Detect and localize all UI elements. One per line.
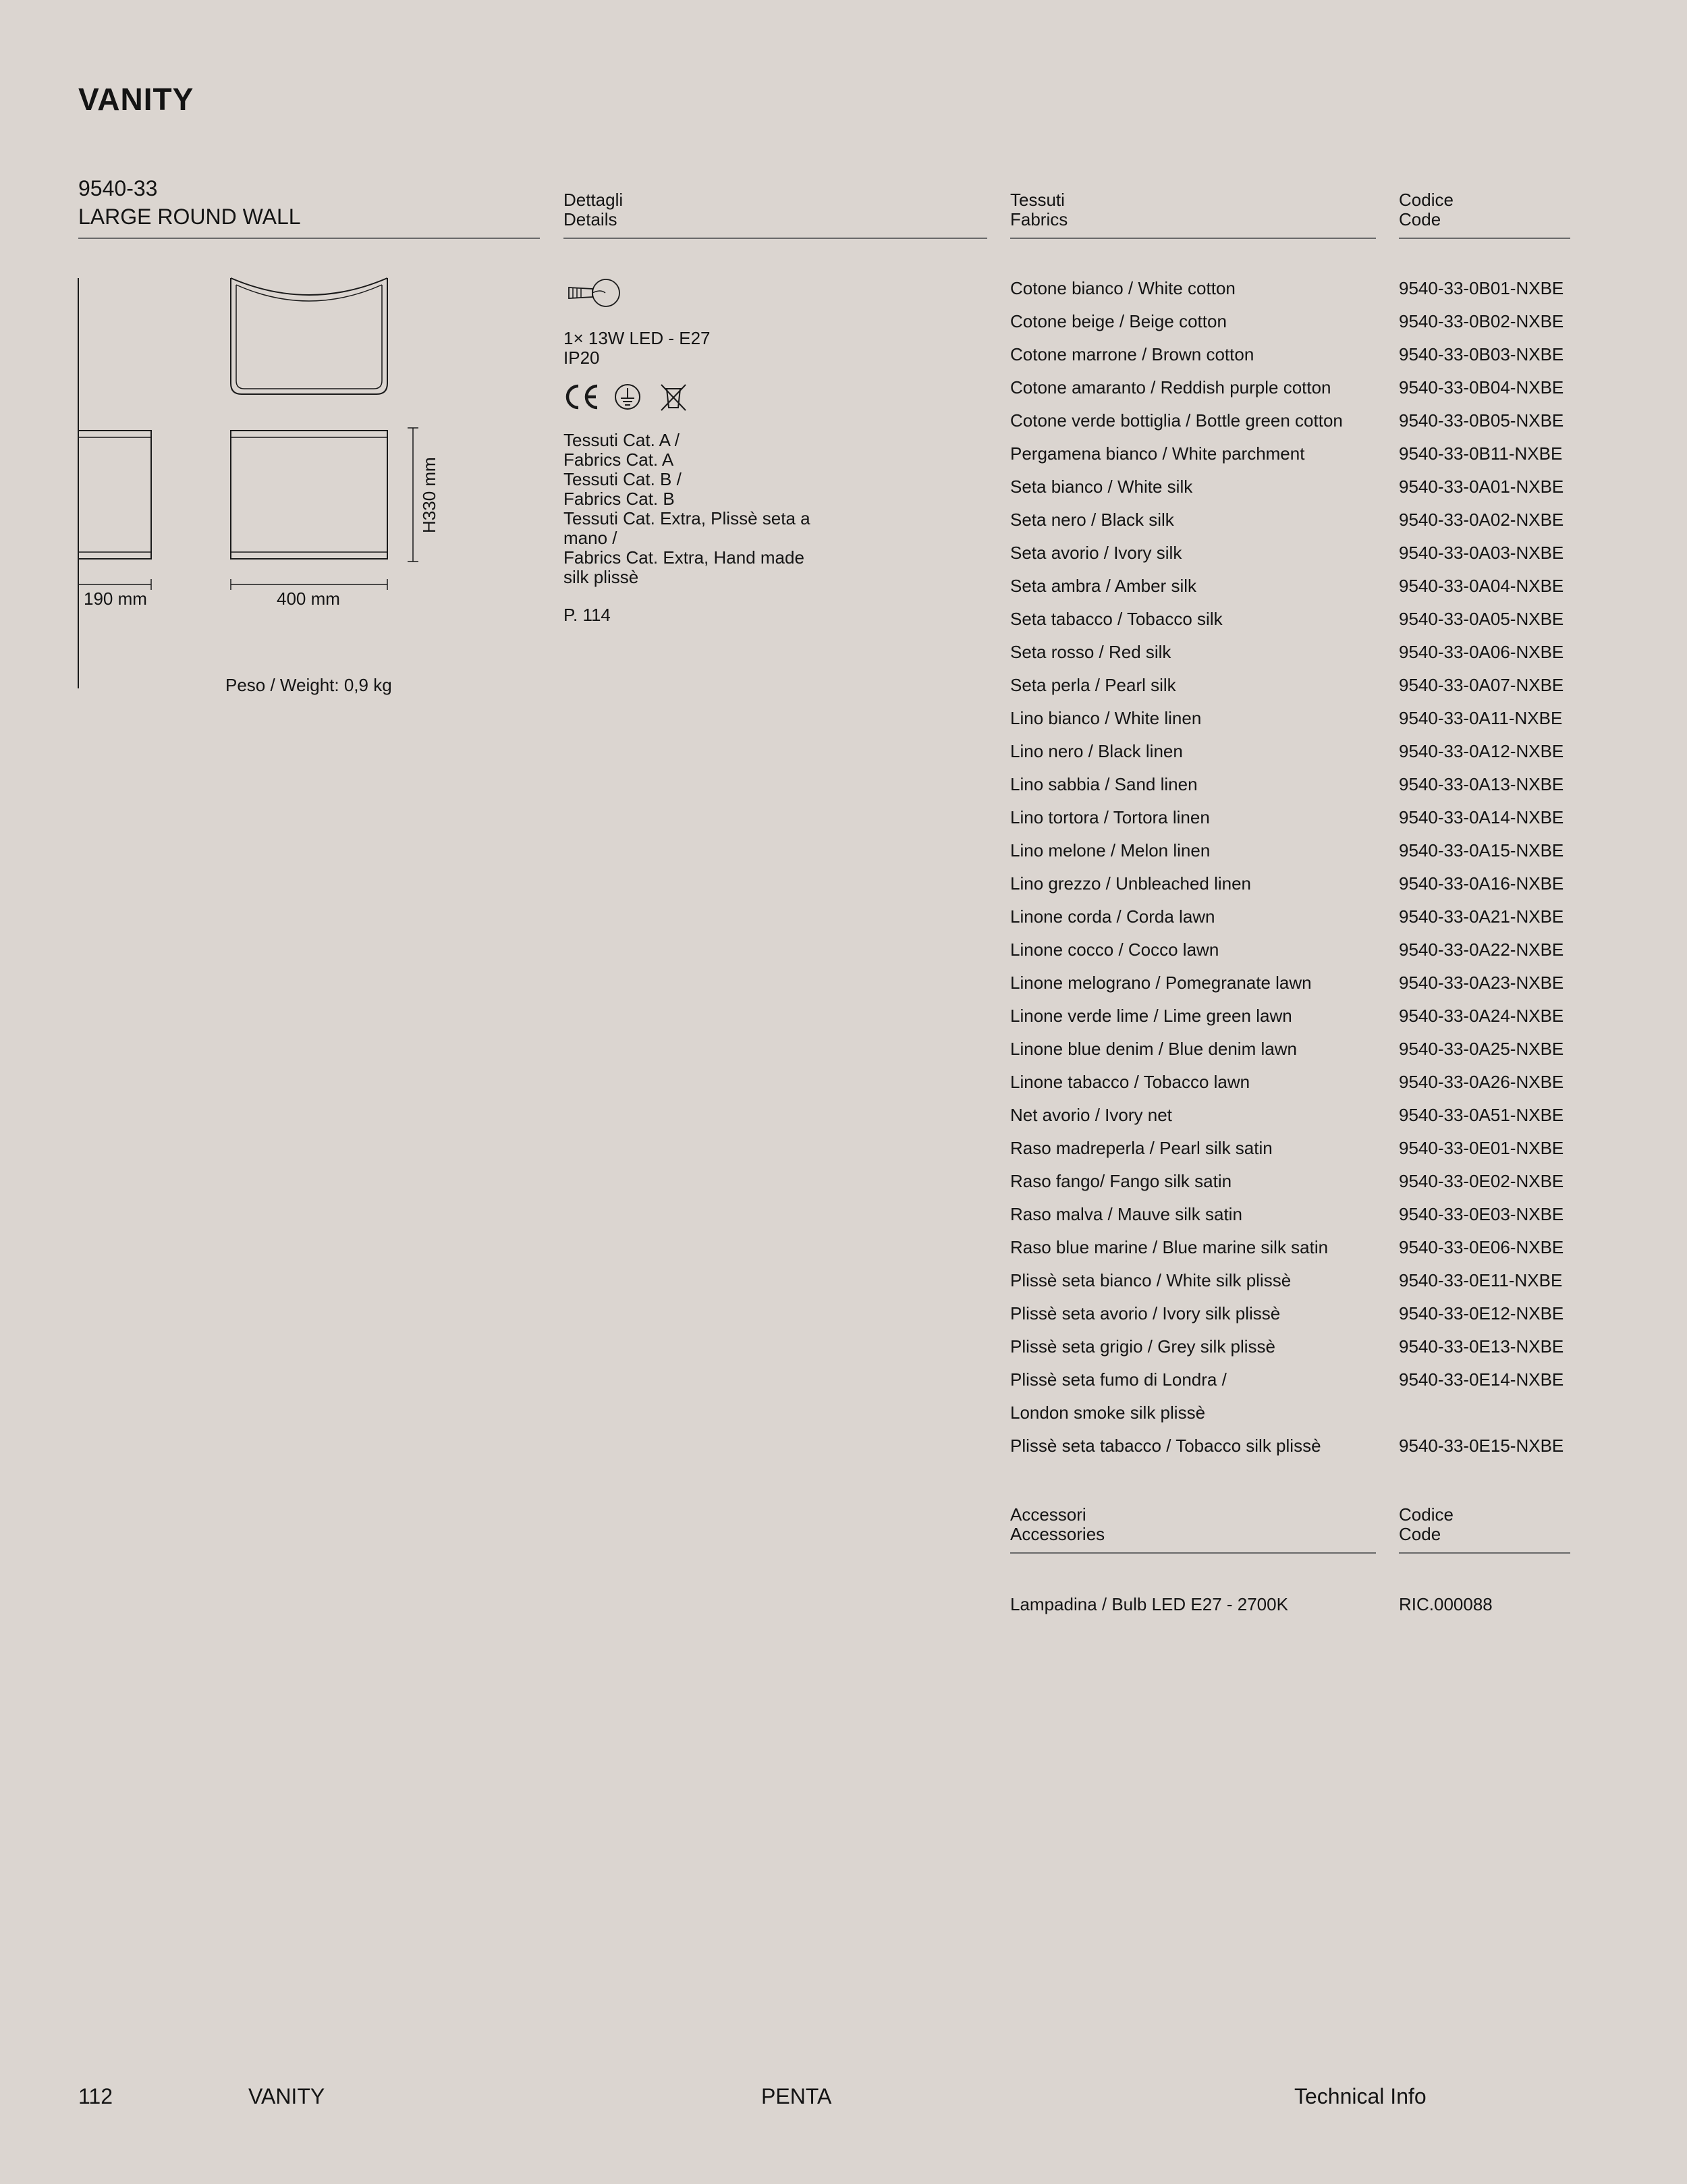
details-rule xyxy=(563,238,987,239)
fabric-name: Cotone amaranto / Reddish purple cotton xyxy=(1010,377,1331,398)
fabric-code: 9540-33-0A12-NXBE xyxy=(1399,741,1564,761)
accessory-name: Lampadina / Bulb LED E27 - 2700K xyxy=(1010,1594,1288,1614)
fabric-code: 9540-33-0B05-NXBE xyxy=(1399,410,1564,431)
fabric-name: Raso madreperla / Pearl silk satin xyxy=(1010,1138,1273,1158)
fabric-code: 9540-33-0A07-NXBE xyxy=(1399,675,1564,695)
fabric-code: 9540-33-0E02-NXBE xyxy=(1399,1171,1564,1191)
fabric-cat-line: Tessuti Cat. A / xyxy=(563,430,680,450)
fabric-code: 9540-33-0B02-NXBE xyxy=(1399,311,1564,331)
accessory-code: RIC.000088 xyxy=(1399,1594,1493,1614)
fabric-code: 9540-33-0E13-NXBE xyxy=(1399,1336,1564,1357)
fabric-cat-line: Tessuti Cat. Extra, Plissè seta a xyxy=(563,508,810,528)
fabric-code: 9540-33-0A03-NXBE xyxy=(1399,543,1564,563)
accessories-rule xyxy=(1010,1552,1376,1554)
bulb-icon xyxy=(563,277,621,310)
weee-bin-icon xyxy=(659,381,688,413)
fabric-name: Linone verde lime / Lime green lawn xyxy=(1010,1006,1292,1026)
details-header-en: Details xyxy=(563,209,617,229)
fabric-cat-line: mano / xyxy=(563,528,617,548)
product-rule xyxy=(78,238,540,239)
earth-ground-icon xyxy=(613,382,642,412)
fabric-name: London smoke silk plissè xyxy=(1010,1402,1206,1423)
fabric-code: 9540-33-0A14-NXBE xyxy=(1399,807,1564,827)
fabric-name: Cotone marrone / Brown cotton xyxy=(1010,344,1254,364)
fabric-name: Plissè seta grigio / Grey silk plissè xyxy=(1010,1336,1276,1357)
fabric-categories xyxy=(563,431,810,587)
fabric-code: 9540-33-0E14-NXBE xyxy=(1399,1369,1564,1390)
fabric-name: Linone blue denim / Blue denim lawn xyxy=(1010,1039,1297,1059)
fabric-code: 9540-33-0E06-NXBE xyxy=(1399,1237,1564,1257)
fabrics-rule xyxy=(1010,238,1376,239)
footer-collection: VANITY xyxy=(248,2084,325,2108)
ce-mark-icon xyxy=(563,382,601,412)
fabric-code: 9540-33-0A04-NXBE xyxy=(1399,576,1564,596)
fabric-name: Plissè seta fumo di Londra / xyxy=(1010,1369,1227,1390)
weight-label: Peso / Weight: 0,9 kg xyxy=(225,675,392,695)
fabric-name: Raso malva / Mauve silk satin xyxy=(1010,1204,1242,1224)
fabric-name: Plissè seta tabacco / Tobacco silk plissè xyxy=(1010,1436,1321,1456)
fabric-name: Linone cocco / Cocco lawn xyxy=(1010,939,1219,960)
fabric-code: 9540-33-0A24-NXBE xyxy=(1399,1006,1564,1026)
fabric-name: Cotone beige / Beige cotton xyxy=(1010,311,1227,331)
fabric-code: 9540-33-0E03-NXBE xyxy=(1399,1204,1564,1224)
fabric-name: Seta perla / Pearl silk xyxy=(1010,675,1176,695)
fabric-name: Lino grezzo / Unbleached linen xyxy=(1010,873,1252,894)
dim-width-right: 400 mm xyxy=(277,589,340,609)
fabric-name: Lino bianco / White linen xyxy=(1010,708,1202,728)
fabric-name: Lino melone / Melon linen xyxy=(1010,840,1211,861)
fabric-cat-line: silk plissè xyxy=(563,567,639,587)
details-header-it: Dettagli xyxy=(563,190,624,210)
fabric-code: 9540-33-0A13-NXBE xyxy=(1399,774,1564,794)
technical-drawing xyxy=(67,270,459,702)
fabric-cat-line: Fabrics Cat. A xyxy=(563,449,674,470)
accessories-header-en: Accessories xyxy=(1010,1524,1105,1544)
fabric-code: 9540-33-0B03-NXBE xyxy=(1399,344,1564,364)
fabric-cat-line: Fabrics Cat. B xyxy=(563,489,675,509)
code-header xyxy=(1399,190,1454,229)
acc-code-header-it: Codice xyxy=(1399,1504,1454,1525)
fabric-name: Raso fango/ Fango silk satin xyxy=(1010,1171,1232,1191)
fabric-code: 9540-33-0A16-NXBE xyxy=(1399,873,1564,894)
fabric-name: Seta tabacco / Tobacco silk xyxy=(1010,609,1223,629)
fabric-code: 9540-33-0A01-NXBE xyxy=(1399,476,1564,497)
fabric-cat-line: Tessuti Cat. B / xyxy=(563,469,682,489)
acc-code-header xyxy=(1399,1505,1454,1544)
dim-width-left: 190 mm xyxy=(84,589,147,609)
fabric-name: Cotone bianco / White cotton xyxy=(1010,278,1236,298)
fabric-name: Lino nero / Black linen xyxy=(1010,741,1183,761)
fabrics-header-it: Tessuti xyxy=(1010,190,1065,210)
footer-brand: PENTA xyxy=(761,2084,832,2108)
fabric-name: Linone tabacco / Tobacco lawn xyxy=(1010,1072,1250,1092)
fabric-name: Plissè seta bianco / White silk plissè xyxy=(1010,1270,1292,1290)
acc-code-rule xyxy=(1399,1552,1570,1554)
footer-section: Technical Info xyxy=(1294,2084,1427,2108)
product-code: 9540-33 xyxy=(78,176,158,200)
fabric-code: 9540-33-0A22-NXBE xyxy=(1399,939,1564,960)
fabric-code: 9540-33-0A51-NXBE xyxy=(1399,1105,1564,1125)
fabric-code: 9540-33-0A21-NXBE xyxy=(1399,906,1564,927)
acc-code-header-en: Code xyxy=(1399,1524,1441,1544)
fabric-code: 9540-33-0E15-NXBE xyxy=(1399,1436,1564,1456)
brand-title: VANITY xyxy=(78,82,194,117)
fabric-code: 9540-33-0A11-NXBE xyxy=(1399,708,1563,728)
fabric-name: Seta ambra / Amber silk xyxy=(1010,576,1196,596)
fabric-name: Plissè seta avorio / Ivory silk plissè xyxy=(1010,1303,1281,1323)
fabric-code: 9540-33-0A15-NXBE xyxy=(1399,840,1564,861)
fabric-code: 9540-33-0A25-NXBE xyxy=(1399,1039,1564,1059)
fabric-code: 9540-33-0A02-NXBE xyxy=(1399,510,1564,530)
code-rule xyxy=(1399,238,1570,239)
fabric-name: Linone corda / Corda lawn xyxy=(1010,906,1215,927)
fabric-code: 9540-33-0A05-NXBE xyxy=(1399,609,1564,629)
fabric-code: 9540-33-0B01-NXBE xyxy=(1399,278,1564,298)
fabric-name: Pergamena bianco / White parchment xyxy=(1010,443,1305,464)
fabric-code: 9540-33-0E12-NXBE xyxy=(1399,1303,1564,1323)
fabric-code: 9540-33-0A26-NXBE xyxy=(1399,1072,1564,1092)
fabric-code: 9540-33-0E01-NXBE xyxy=(1399,1138,1564,1158)
fabric-code: 9540-33-0A23-NXBE xyxy=(1399,973,1564,993)
product-name: LARGE ROUND WALL xyxy=(78,204,301,229)
lamp-spec: 1× 13W LED - E27 xyxy=(563,328,711,348)
fabric-name: Linone melograno / Pomegranate lawn xyxy=(1010,973,1312,993)
fabric-name: Seta bianco / White silk xyxy=(1010,476,1193,497)
dim-height: H330 mm xyxy=(419,457,439,533)
ip-rating: IP20 xyxy=(563,348,600,368)
fabric-name: Lino tortora / Tortora linen xyxy=(1010,807,1210,827)
code-header-en: Code xyxy=(1399,209,1441,229)
fabric-cat-line: Fabrics Cat. Extra, Hand made xyxy=(563,547,804,568)
fabrics-header-en: Fabrics xyxy=(1010,209,1068,229)
fabric-code: 9540-33-0B11-NXBE xyxy=(1399,443,1563,464)
fabric-name: Seta rosso / Red silk xyxy=(1010,642,1171,662)
fabric-code: 9540-33-0B04-NXBE xyxy=(1399,377,1564,398)
fabric-name: Seta nero / Black silk xyxy=(1010,510,1174,530)
product-heading xyxy=(78,174,301,231)
fabric-name: Net avorio / Ivory net xyxy=(1010,1105,1172,1125)
code-header-it: Codice xyxy=(1399,190,1454,210)
accessories-header-it: Accessori xyxy=(1010,1504,1086,1525)
footer-page-number: 112 xyxy=(78,2084,113,2108)
fabric-code: 9540-33-0A06-NXBE xyxy=(1399,642,1564,662)
fabric-name: Cotone verde bottiglia / Bottle green cotton xyxy=(1010,410,1343,431)
fabric-name: Lino sabbia / Sand linen xyxy=(1010,774,1198,794)
fabric-name: Seta avorio / Ivory silk xyxy=(1010,543,1182,563)
fabrics-header xyxy=(1010,190,1068,229)
fabric-name: Raso blue marine / Blue marine silk satin xyxy=(1010,1237,1329,1257)
details-header xyxy=(563,190,623,229)
accessories-header xyxy=(1010,1505,1105,1544)
page-reference: P. 114 xyxy=(563,605,611,625)
fabric-code: 9540-33-0E11-NXBE xyxy=(1399,1270,1563,1290)
